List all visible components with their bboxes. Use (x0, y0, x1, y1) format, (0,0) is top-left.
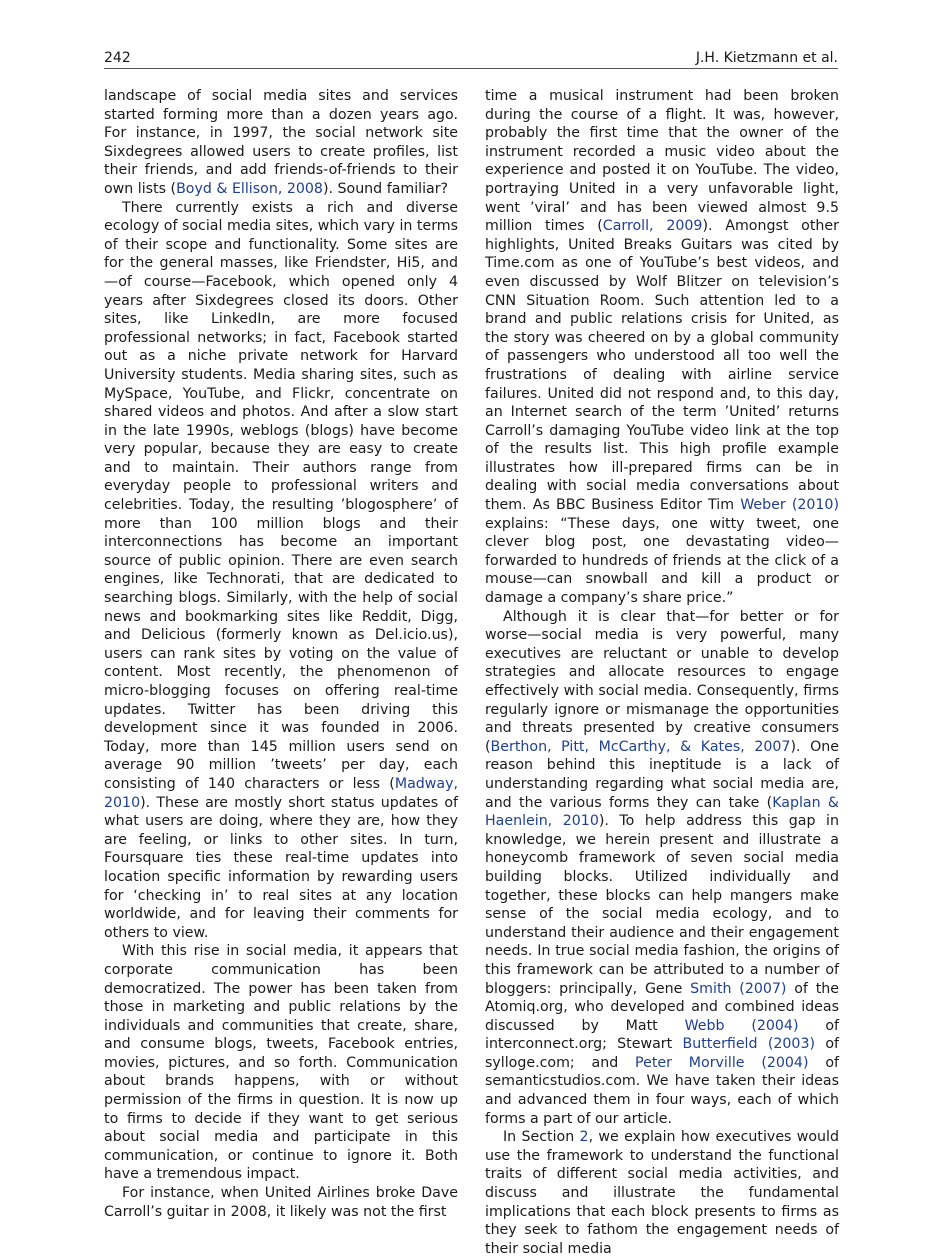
paragraph: landscape of social media sites and services started forming more than a dozen years ago. For instance, in 1997, the social network site Sixdegrees allowed users to create profiles, list their friends, and add friends-of-friends to their own lists (Boyd & Ellison, 2008). Sound familiar? (104, 88, 458, 197)
citation-link[interactable]: Boyd & Ellison, 2008 (176, 180, 323, 197)
paragraph: With this rise in social media, it appears that corporate communication has been democratized. The power has been taken from those in marketing and public relations by the individuals and communities that create, share, and consume blogs, tweets, Facebook entries, movies, pictures, and so forth. Communication about brands happens, with or without permission of the firms in question. It is now up to firms to decide if they want to get serious about social media and participate in this communication, or continue to ignore it. Both have a tremendous impact. (104, 943, 458, 1183)
citation-link[interactable]: Webb (2004) (684, 1017, 799, 1034)
left-column (104, 87, 458, 1221)
paragraph: For instance, when United Airlines broke Dave Carroll’s guitar in 2008, it likely was not the first (104, 1185, 458, 1220)
citation-link[interactable]: Carroll, 2009 (602, 218, 703, 235)
running-header (104, 48, 838, 69)
citation-link[interactable]: Smith (2007) (690, 980, 787, 997)
paragraph: Although it is clear that—for better or for worse—social media is very powerful, many executives are reluctant or unable to develop strategies and allocate resources to engage effectively with social media. Consequently, firms regularly ignore or mismanage the opportunities and threats presented by creative consumers (Berthon, Pitt, McCarthy, & Kates, 2007). One reason behind this ineptitude is a lack of understanding regarding what social media are, and the various forms they can take (Kaplan & Haenlein, 2010). To help address this gap in knowledge, we herein present and illustrate a honeycomb framework of seven social media building blocks. Utilized individually and together, these blocks can help mangers make sense of the social media ecology, and to understand their audience and their engagement needs. In true social media fashion, the origins of this framework can be attributed to a number of bloggers: principally, Gene Smith (2007) of the Atomiq.org, who developed and combined ideas discussed by Matt Webb (2004) of interconnect.org; Stewart Butterfield (2003) of sylloge.com; and Peter Morville (2004) of semanticstudios.com. We have taken their ideas and advanced them in four ways, each of which forms a part of our article. (485, 608, 840, 1127)
paragraph: In Section 2, we explain how executives would use the framework to understand the functional traits of different social media activities, and discuss and illustrate the fundamental implications that each block presents to firms as they seek to fathom the engagement needs of their social media (485, 1129, 839, 1257)
page-number: 242 (104, 50, 131, 66)
section-link[interactable]: 2 (579, 1129, 589, 1146)
right-column (485, 87, 839, 1258)
running-authors: J.H. Kietzmann et al. (695, 50, 838, 66)
citation-link[interactable]: Kaplan & Haenlein, 2010 (485, 794, 839, 830)
paragraph: There currently exists a rich and diverse ecology of social media sites, which vary in terms of their scope and functionality. Some sites are for the general masses, like Friendster, Hi5, and—of course—Facebook, which opened only 4 years after Sixdegrees closed its doors. Other sites, like LinkedIn, are more focused professional networks; in fact, Facebook started out as a niche private network for Harvard University students. Media sharing sites, such as MySpace, YouTube, and Flickr, concentrate on shared videos and photos. And after a slow start in the late 1990s, weblogs (blogs) have become very popular, because they are easy to create and to maintain. Their authors range from everyday people to professional writers and celebrities. Today, the resulting ’blogosphere’ of more than 100 million blogs and their interconnections has become an important source of public opinion. There are even search engines, like Technorati, that are dedicated to searching blogs. Similarly, with the help of social news and bookmarking sites like Reddit, Digg, and Delicious (formerly known as Del.icio.us), users can rank sites by voting on the value of content. Most recently, the phenomenon of micro-blogging focuses on offering real-time updates. Twitter has been driving this development since it was founded in 2006. Today, more than 145 million users send on average 90 million ’tweets’ per day, each consisting of 140 characters or less (Madway, 2010). These are mostly short status updates of what users are doing, where they are, how they are feeling, or links to other sites. In turn, Foursquare ties these real-time updates into location specific information by rewarding users for ‘checking in’ to real sites at any location worldwide, and for leaving their comments for others to view. (104, 199, 458, 941)
citation-link[interactable]: Peter Morville (2004) (635, 1054, 809, 1071)
citation-link[interactable]: Berthon, Pitt, McCarthy, & Kates, 2007 (490, 738, 791, 755)
citation-link[interactable]: Madway, 2010 (104, 775, 458, 811)
citation-link[interactable]: Butterfield (2003) (682, 1036, 815, 1053)
paragraph: time a musical instrument had been broken during the course of a flight. It was, however, probably the first time that the owner of the instrument recorded a music video about the experience and posted it on YouTube. The video, portraying United in a very unfavorable light, went ’viral’ and has been viewed almost 9.5 million times (Carroll, 2009). Amongst other highlights, United Breaks Guitars was cited by Time.com as one of YouTube’s best videos, and even discussed by Wolf Blitzer on television’s CNN Situation Room. Such attention led to a brand and public relations crisis for United, as the story was cheered on by a global community of passengers who understood all too well the frustrations of dealing with airline service failures. United did not respond and, to this day, an Internet search of the term ’United’ returns Carroll’s damaging YouTube video link at the top of the results list. This high profile example illustrates how ill-prepared firms can be in dealing with social media conversations about them. As BBC Business Editor Tim Weber (2010) explains: “These days, one witty tweet, one clever blog post, one devastating video—forwarded to hundreds of friends at the click of a mouse—can snowball and kill a product or damage a company’s share price.” (485, 88, 839, 607)
citation-link[interactable]: Weber (2010) (740, 497, 839, 514)
